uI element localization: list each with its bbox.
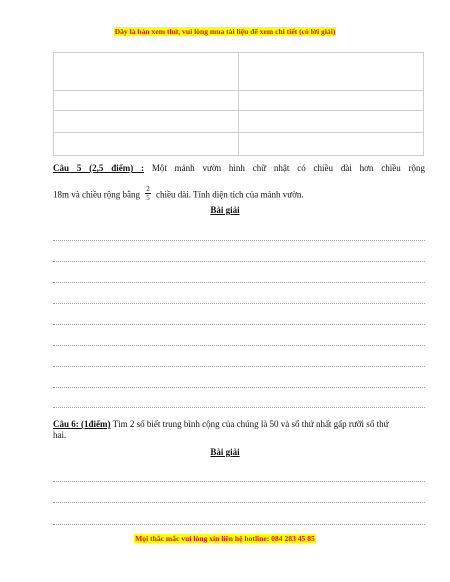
table-cell: [239, 133, 424, 156]
question-6-label: Câu 6: (1điểm): [53, 419, 111, 429]
answer-line: [53, 407, 425, 408]
question-5-line-2: [53, 187, 304, 204]
table-cell: [54, 53, 239, 91]
answer-line: [53, 303, 425, 304]
table-cell: [54, 91, 239, 111]
table-cell: [239, 53, 424, 91]
question-5-line-1: [53, 163, 425, 174]
hotline-notice-banner: [0, 534, 450, 543]
question-5-label: Câu 5 (2,5 điểm) :: [53, 163, 144, 173]
table-cell: [54, 111, 239, 133]
fraction-denominator: 5: [146, 194, 150, 202]
table-cell: [239, 91, 424, 111]
answer-line: [53, 366, 425, 367]
question-5-text-part2-after: chiều dài. Tính diện tích của mảnh vườn.: [155, 189, 304, 200]
hotline-notice-text: Mọi thắc mắc vui lòng xin liên hệ hotline: 084 283 45 85: [135, 534, 315, 543]
answer-line: [53, 240, 425, 241]
question-5-text-part1: Một mảnh vườn hình chữ nhật có chiều dài hơn chiều rộng: [151, 163, 426, 173]
question-5-solution-heading: Bài giải: [210, 205, 240, 215]
question-5-text-part2-before: 18m và chiều rộng bằng: [53, 189, 140, 200]
answer-table: [53, 52, 424, 156]
answer-line: [53, 502, 425, 503]
answer-line: [53, 345, 425, 346]
answer-line: [53, 524, 425, 525]
table-cell: [239, 111, 424, 133]
preview-notice-text: Đây là bản xem thử, vui lòng mua tài liệu để xem chi tiết (có lời giải): [114, 27, 336, 36]
question-6-solution-heading: Bài giải: [210, 447, 240, 457]
preview-notice-banner: [0, 27, 450, 36]
answer-line: [53, 282, 425, 283]
table-cell: [54, 133, 239, 156]
answer-line: [53, 481, 425, 482]
question-6: [53, 419, 403, 441]
answer-line: [53, 387, 425, 388]
fraction: [145, 185, 151, 202]
answer-line: [53, 324, 425, 325]
fraction-numerator: 2: [146, 185, 150, 193]
answer-line: [53, 261, 425, 262]
question-6-text: Tìm 2 số biết trung bình cộng của chúng là 50 và số thứ nhất gấp rưỡi số thứ hai.: [53, 419, 389, 440]
